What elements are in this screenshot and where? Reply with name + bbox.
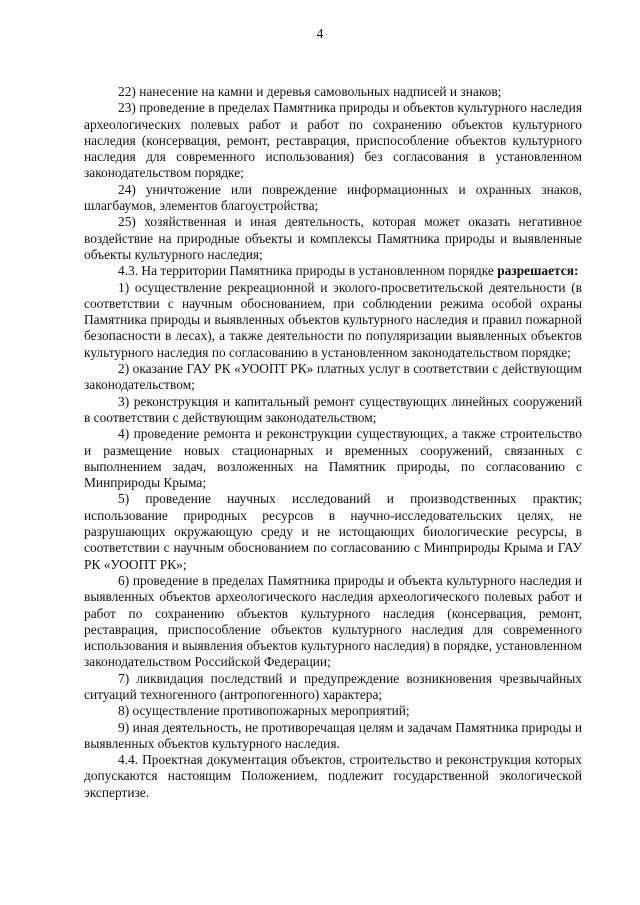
permitted-item-7: 7) ликвидация последствий и предупреждение возникновения чрезвычайных ситуаций техногенного (антропогенного) характера; xyxy=(84,670,582,702)
prohibition-item-23: 23) проведение в пределах Памятника природы и объектов культурного наследия археологических полевых работ и работ по сохранению объектов культурного наследия (консервация, ремонт, реставрация, приспособление объектов культурного наследия для современного использования) без согласования в установленном законодательством порядке; xyxy=(84,100,582,181)
section-4-3-bold-word: разрешается: xyxy=(497,263,579,279)
permitted-item-3: 3) реконструкция и капитальный ремонт существующих линейных сооружений в соответствии с действующим законодательством; xyxy=(84,393,582,425)
permitted-item-5: 5) проведение научных исследований и производственных практик; использование природных ресурсов в научно-исследовательских целях, не разрушающих окружающую среду и не истощающих биологические ресурсы, в соответствии с научным обоснованием по согласованию с Минприроды Крыма и ГАУ РК «УООПТ РК»; xyxy=(84,491,582,572)
document-body xyxy=(84,84,582,801)
permitted-item-9: 9) иная деятельность, не противоречащая целям и задачам Памятника природы и выявленных объектов культурного наследия. xyxy=(84,719,582,751)
permitted-item-8: 8) осуществление противопожарных мероприятий; xyxy=(118,703,410,719)
prohibition-item-22: 22) нанесение на камни и деревья самовольных надписей и знаков; xyxy=(118,84,502,99)
section-4-3-heading xyxy=(84,263,582,279)
section-4-4: 4.4. Проектная документация объектов, строительство и реконструкция которых допускаются настоящим Положением, подлежит государственной экологической экспертизе. xyxy=(84,752,582,800)
permitted-item-1: 1) осуществление рекреационной и эколого-просветительской деятельности (в соответствии с научным обоснованием, при соблюдении режима особой охраны Памятника природы и выявленных объектов культурного наследия и правил пожарной безопасности в лесах), а также деятельности по популяризации выявленных объектов культурного наследия по согласованию в установленном законодательством порядке; xyxy=(84,279,582,360)
permitted-item-6: 6) проведение в пределах Памятника природы и объекта культурного наследия и выявленных объектов археологического наследия археологического полевых работ и работ по сохранению объектов культурного наследия (консервация, ремонт, реставрация, приспособление объектов культурного наследия для современного использования и выявления объектов культурного наследия) в порядке, установленном законодательством Российской Федерации; xyxy=(84,572,582,670)
prohibition-item-25: 25) хозяйственная и иная деятельность, которая может оказать негативное воздействие на природные объекты и комплексы Памятника природы и выявленные объекты культурного наследия; xyxy=(84,214,582,262)
section-4-3-intro: 4.3. На территории Памятника природы в установленном порядке xyxy=(118,263,498,279)
prohibition-item-24: 24) уничтожение или повреждение информационных и охранных знаков, шлагбаумов, элементов благоустройства; xyxy=(84,181,582,214)
permitted-item-2: 2) оказание ГАУ РК «УООПТ РК» платных услуг в соответствии с действующим законодательством; xyxy=(84,361,582,393)
page-number: 4 xyxy=(316,26,324,41)
permitted-item-4: 4) проведение ремонта и реконструкции существующих, а также строительство и размещение новых стационарных и временных сооружений, связанных с выполнением задач, возложенных на Памятник природы, по согласованию с Минприроды Крыма; xyxy=(84,426,582,491)
